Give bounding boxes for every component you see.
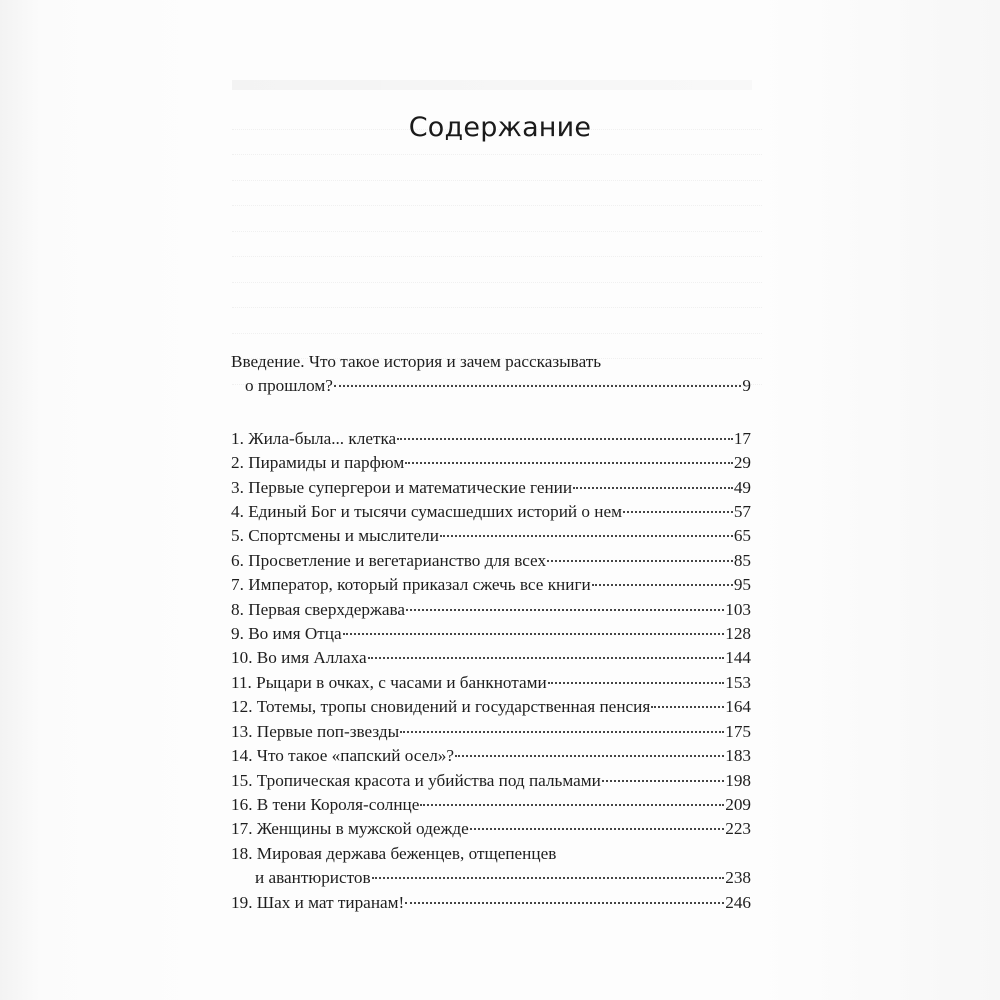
- dot-leader: [420, 804, 724, 806]
- chapter-title: 16. В тени Короля-солнце: [231, 794, 420, 814]
- table-of-contents: [231, 350, 751, 915]
- dot-leader: [573, 487, 733, 489]
- page-number: 65: [733, 526, 751, 546]
- chapter-title: 13. Первые поп-звезды: [231, 721, 400, 741]
- chapter-title: 6. Просветление и вегетарианство для всех: [231, 550, 547, 570]
- dot-leader: [334, 385, 742, 387]
- chapter-title: 2. Пирамиды и парфюм: [231, 453, 405, 473]
- toc-chapter-entry[interactable]: [231, 769, 751, 793]
- page-number: 9: [742, 376, 751, 396]
- dot-leader: [470, 828, 724, 830]
- chapter-title: 5. Спортсмены и мыслители: [231, 526, 439, 546]
- toc-intro-line2: о прошлом?: [245, 376, 333, 396]
- page-number: 164: [725, 697, 751, 717]
- chapter-title: 9. Во имя Отца: [231, 624, 342, 644]
- toc-chapter-entry[interactable]: [231, 549, 751, 573]
- page-number: 209: [725, 794, 751, 814]
- page-number: 153: [725, 672, 751, 692]
- toc-chapter-entry[interactable]: [231, 476, 751, 500]
- dot-leader: [372, 877, 725, 879]
- section-gap: [231, 399, 751, 427]
- page-number: 29: [733, 453, 751, 473]
- dot-leader: [547, 560, 733, 562]
- dot-leader: [405, 902, 724, 904]
- page-number: 175: [725, 721, 751, 741]
- page-number: 238: [725, 868, 751, 888]
- chapter-title: 10. Во имя Аллаха: [231, 648, 367, 668]
- dot-leader: [440, 535, 733, 537]
- dot-leader: [592, 584, 733, 586]
- chapter-title: 7. Император, который приказал сжечь все книги: [231, 575, 591, 595]
- toc-chapter18-entry[interactable]: [231, 866, 751, 890]
- page-number: 95: [733, 575, 751, 595]
- dot-leader: [406, 609, 724, 611]
- page-number: 85: [733, 550, 751, 570]
- chapter-title: 15. Тропическая красота и убийства под пальмами: [231, 770, 601, 790]
- page-number: 246: [725, 892, 751, 912]
- toc-chapter-entry[interactable]: [231, 524, 751, 548]
- dot-leader: [651, 706, 724, 708]
- page-number: 49: [733, 477, 751, 497]
- chapter-title: 11. Рыцари в очках, с часами и банкнотами: [231, 672, 547, 692]
- toc-intro-line1: Введение. Что такое история и зачем рассказывать: [231, 352, 602, 371]
- toc-chapter-entry[interactable]: [231, 744, 751, 768]
- toc-chapter19-entry[interactable]: [231, 891, 751, 915]
- toc-chapter-entry[interactable]: [231, 500, 751, 524]
- chapter-title: 8. Первая сверхдержава: [231, 599, 405, 619]
- toc-chapter-entry[interactable]: [231, 695, 751, 719]
- dot-leader: [602, 780, 724, 782]
- chapter-title: 4. Единый Бог и тысячи сумасшедших историй о нем: [231, 502, 622, 522]
- toc-chapter-entry[interactable]: [231, 671, 751, 695]
- dot-leader: [343, 633, 725, 635]
- dot-leader: [368, 657, 725, 659]
- page-number: 183: [725, 746, 751, 766]
- page-number: 198: [725, 770, 751, 790]
- page-title: Содержание: [408, 112, 592, 143]
- toc-chapter-entry[interactable]: [231, 451, 751, 475]
- toc-chapter-entry[interactable]: [231, 817, 751, 841]
- dot-leader: [405, 462, 733, 464]
- page-number: 57: [733, 502, 751, 522]
- page-number: 128: [725, 624, 751, 644]
- dot-leader: [548, 682, 724, 684]
- toc-chapter18-line2: и авантюристов: [255, 868, 371, 888]
- chapter-title: 1. Жила-была... клетка: [231, 428, 397, 448]
- chapter-list: [231, 427, 751, 842]
- page-number: 223: [725, 819, 751, 839]
- chapter-title: 17. Женщины в мужской одежде: [231, 819, 469, 839]
- toc-intro-entry[interactable]: [231, 374, 751, 398]
- chapter-title: 19. Шах и мат тиранам!: [231, 892, 405, 912]
- page-number: 103: [725, 599, 751, 619]
- chapter-title: 14. Что такое «папский осел»?: [231, 746, 455, 766]
- toc-chapter-entry[interactable]: [231, 573, 751, 597]
- dot-leader: [397, 438, 733, 440]
- dot-leader: [623, 511, 733, 513]
- toc-chapter-entry[interactable]: [231, 720, 751, 744]
- toc-chapter-entry[interactable]: [231, 646, 751, 670]
- toc-chapter-entry[interactable]: [231, 427, 751, 451]
- dot-leader: [400, 731, 724, 733]
- page-number: 144: [725, 648, 751, 668]
- toc-chapter18-line1: 18. Мировая держава беженцев, отщепенцев: [231, 843, 557, 863]
- toc-chapter-entry[interactable]: [231, 793, 751, 817]
- toc-chapter-entry[interactable]: [231, 598, 751, 622]
- page-number: 17: [733, 428, 751, 448]
- toc-chapter-entry[interactable]: [231, 622, 751, 646]
- chapter-title: 12. Тотемы, тропы сновидений и государственная пенсия: [231, 697, 651, 717]
- dot-leader: [455, 755, 724, 757]
- chapter-title: 3. Первые супергерои и математические гении: [231, 477, 573, 497]
